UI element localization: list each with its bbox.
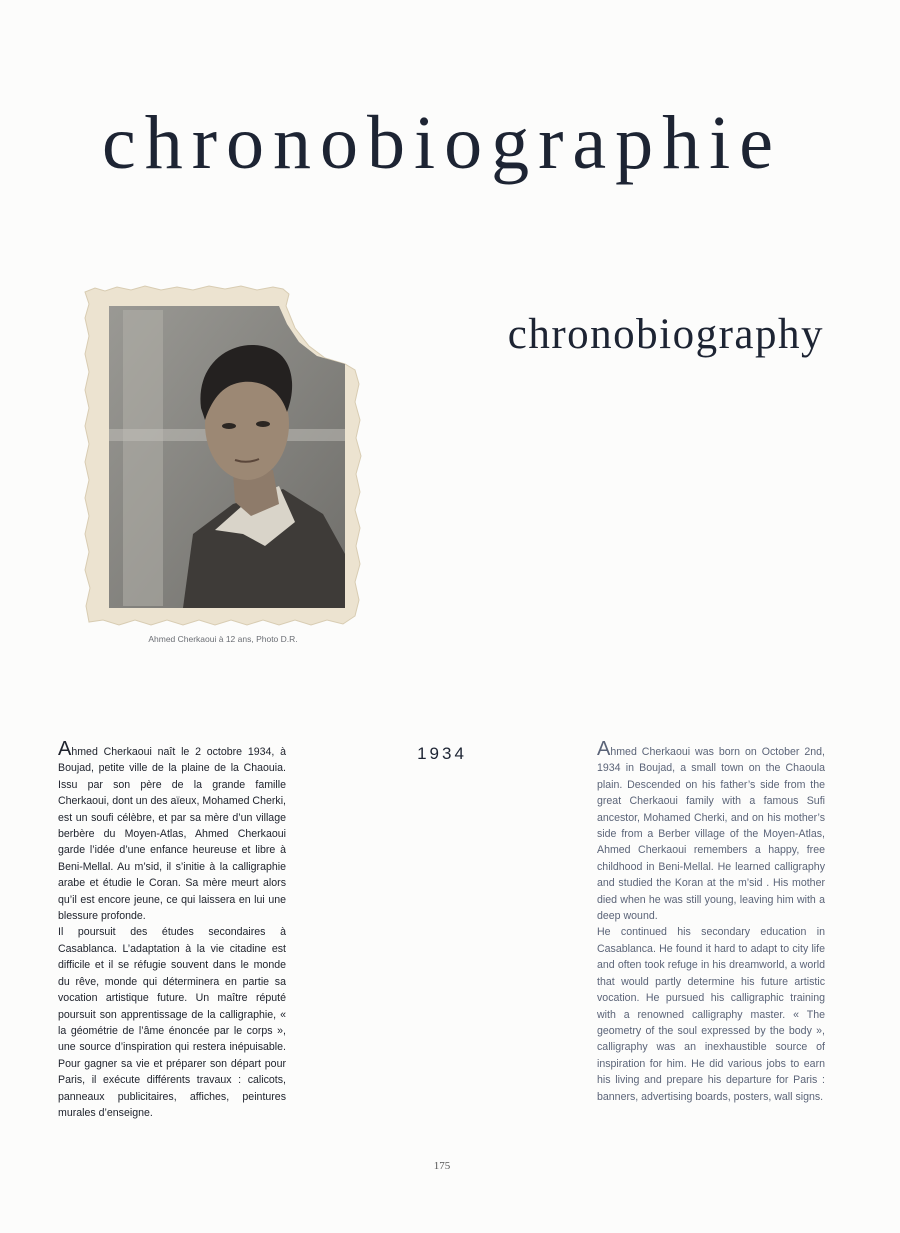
english-paragraph-1 bbox=[597, 738, 825, 924]
french-dropcap: A bbox=[58, 738, 72, 760]
french-paragraph-2: Il poursuit des études secondaires à Casablanca. L’adaptation à la vie citadine est difficile et il se réfugie souvent dans le monde du rêve, monde qui déterminera en partie sa vocation artistique future. Un maître réputé poursuit son apprentissage de la calligraphie, « la géométrie de l’âme énoncée par le corps », une source d’inspiration qui restera inépuisable. Pour gagner sa vie et préparer son départ pour Paris, il exécute différents travaux : calicots, panneaux publicitaires, affiches, peintures murales d’enseigne. bbox=[58, 926, 286, 1119]
photo-caption: Ahmed Cherkaoui à 12 ans, Photo D.R. bbox=[148, 634, 298, 644]
english-paragraph-2: He continued his secondary education in Casablanca. He found it hard to adapt to city life and often took refuge in his dreamworld, a world that would partly determine his future artistic vocation. He pursued his calligraphic training with a renowned calligraphy master. « The geometry of the soul expressed by the body », calligraphy was an inexhaustible source of inspiration for him. He did various jobs to earn his living and prepare his departure for Paris : banners, advertising boards, posters, wall signs. bbox=[597, 926, 825, 1103]
page-title-french: chronobiographie bbox=[101, 101, 783, 185]
page-number: 175 bbox=[433, 1160, 451, 1172]
page-title-english: chronobiography bbox=[507, 311, 824, 358]
english-dropcap: A bbox=[597, 738, 611, 760]
portrait-photo bbox=[83, 284, 363, 627]
french-paragraph-1 bbox=[58, 738, 286, 924]
french-paragraph-1-text: hmed Cherkaoui naît le 2 octobre 1934, à Boujad, petite ville de la plaine de la Chaouia. Issu par son père de la grande famille Cherkaoui, dont un des aïeux, Mohamed Cherki, est un soufi célèbre, et par sa mère d’un village berbère du Moyen-Atlas, Ahmed Cherkaoui garde l’idée d’une enfance heureuse et libre à Beni-Mellal. Au m’sid, il s’initie à la calligraphie arabe et étudie le Coran. Sa mère meurt alors qu’il est encore jeune, ce qui laissera en lui une blessure profonde. bbox=[58, 746, 286, 923]
english-paragraph-1-text: hmed Cherkaoui was born on October 2nd, 1934 in Boujad, a small town on the Chaoula plain. Descended on his father’s side from the great Cherkaoui family with a famous Sufi ancestor, Mohamed Cherki, and on his mother’s side from a Berber village of the Moyen-Atlas, Ahmed Cherkaoui remembers a happy, free childhood in Beni-Mellal. He learned calligraphy and studied the Koran at the m’sid . His mother died when he was still young, leaving him with a deep wound. bbox=[597, 746, 825, 923]
french-text-column bbox=[58, 738, 286, 1121]
year-heading: 1934 bbox=[417, 744, 467, 763]
english-text-column bbox=[597, 738, 825, 1105]
